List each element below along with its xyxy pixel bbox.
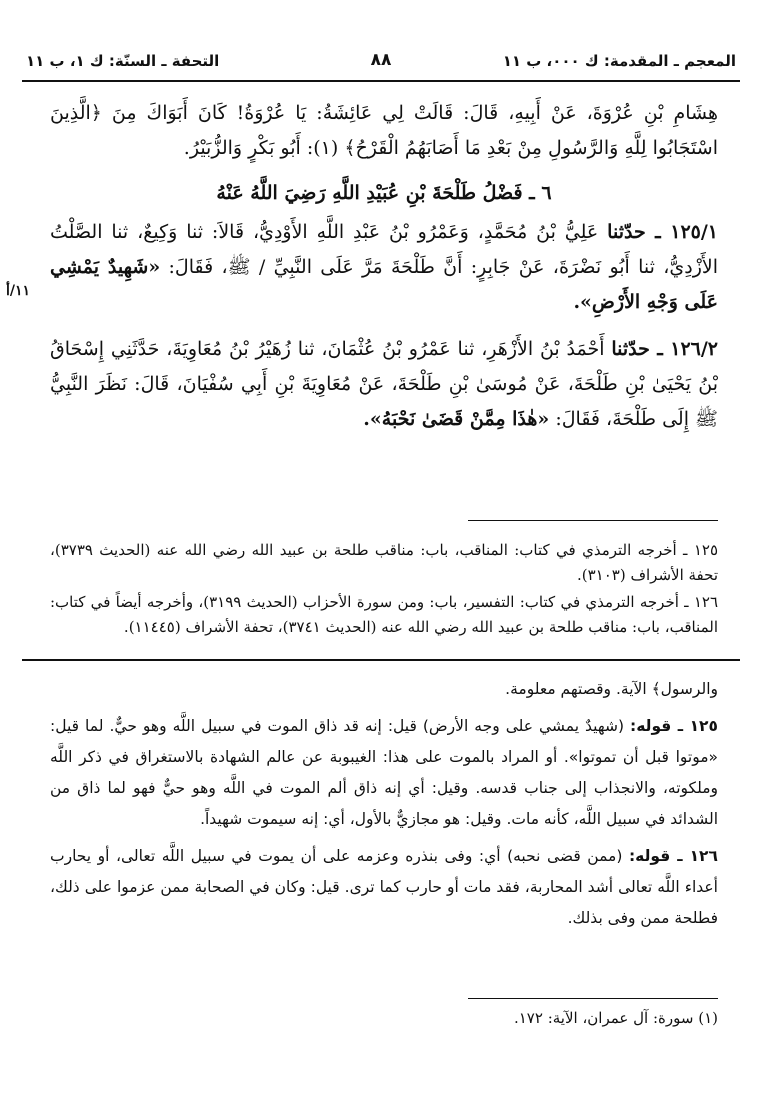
commentary-126-label: ١٢٦ ـ قوله:: [628, 847, 718, 865]
header-left-reference: التحفة ـ السنّة: ك ۱، ب ۱۱: [26, 52, 220, 70]
hadith-126-label: ١٢٦/٢ ـ حدّثنا: [611, 338, 718, 360]
margin-folio-note: ١١/أ: [6, 283, 31, 299]
commentary-intro: والرسول﴾ الآية. وقصتهم معلومة.: [505, 680, 718, 698]
hadith-125-label: ١٢٥/١ ـ حدّثنا: [607, 221, 718, 243]
commentary-125-label: ١٢٥ ـ قوله:: [630, 717, 718, 735]
hadith-126: [50, 332, 718, 437]
main-text: [50, 96, 718, 437]
footnote-1: (١) سورة: آل عمران، الآية: ١٧٢.: [513, 1009, 718, 1027]
header-right-reference: المعجم ـ المقدمة: ك ۰۰۰، ب ۱۱: [502, 52, 736, 70]
takhrij-126: ١٢٦ ـ أخرجه الترمذي في كتاب: التفسير، باب: ومن سورة الأحزاب (الحديث ٣١٩٩)، وأخرجه أيضاً في كتاب: المناقب، باب: مناقب طلحة بن عبيد الله رضي الله عنه (الحديث ٣٧٤١)، تحفة الأشراف (١١٤٤٥).: [50, 593, 718, 636]
commentary-126-text: (ممن قضى نحبه) أي: وفى بنذره وعزمه على أن يموت في سبيل اللَّه تعالى، أو يحارب أعداء اللَّه تعالى أشد المحاربة، فقد مات أو حارب كما ترى. قيل: وكان في الصحابة ممن عزموا على ذلك، فطلحة ممن وفى بذلك.: [50, 847, 718, 927]
takhrij-notes: [50, 538, 718, 642]
commentary-125-text: (شهيدٌ يمشي على وجه الأرض) قيل: إنه قد ذاق الموت في سبيل اللَّه وهو حيٌّ. لما قيل: «موتوا قبل أن تموتوا». أو المراد بالموت على هذا: الغيبوبة عن عالم الشهادة بالاستغراق في ذكر اللَّه وملكوته، والانجذاب إلى جناب قدسه. وقيل: أي إنه ذاق ألم الموت في اللَّه وهو حيٌّ فهو لما ذاق من الشدائد في سبيل اللَّه، كأنه مات. وقيل: هو مجازيٌّ بالأول، أي: إنه سيموت شهيداً.: [50, 717, 718, 828]
commentary: [50, 674, 718, 940]
hadith-125-text: عَلِيُّ بْنُ مُحَمَّدٍ، وَعَمْرُو بْنُ عَبْدِ اللَّهِ الأَوْدِيُّ، قَالاَ: ثنا وَكِيعٌ، ثنا الصَّلْتُ الأَزْدِيُّ، ثنا أَبُو نَضْرَةَ، عَنْ جَابِرٍ: أَنَّ طَلْحَةَ مَرَّ عَلَى النَّبِيِّ / ﷺ، فَقَالَ:: [50, 221, 718, 278]
hadith-125: [50, 215, 718, 320]
hadith-126-text: أَحْمَدُ بْنُ الأَزْهَرِ، ثنا عَمْرُو بْنُ عُثْمَانَ، ثنا زُهَيْرُ بْنُ مُعَاوِيَةَ، حَدَّثَنِي إِسْحَاقُ بْنُ يَحْيَىٰ بْنِ طَلْحَةَ، عَنْ مُوسَىٰ بْنِ طَلْحَةَ، عَنْ مُعَاوِيَةَ بْنِ أَبِي سُفْيَانَ، قَالَ: نَظَرَ النَّبِيُّ ﷺ إِلَى طَلْحَةَ، فَقَالَ:: [50, 338, 718, 430]
hadith-continuation: هِشَامِ بْنِ عُرْوَةَ، عَنْ أَبِيهِ، قَالَ: قَالَتْ لِي عَائِشَةُ: يَا عُرْوَةُ! كَانَ أَبَوَاكَ مِنَ ﴿الَّذِينَ اسْتَجَابُوا لِلَّهِ وَالرَّسُولِ مِنْ بَعْدِ مَا أَصَابَهُمُ الْقَرْحُ﴾ (١): أَبُو بَكْرٍ وَالزُّبَيْرُ.: [50, 102, 718, 159]
commentary-126: [50, 841, 718, 934]
commentary-rule: [22, 659, 740, 661]
commentary-125: [50, 711, 718, 835]
page-number: ۸۸: [370, 50, 392, 70]
takhrij-separator: [468, 520, 718, 521]
header-rule: [22, 80, 740, 82]
hadith-126-quote: «هٰذَا مِمَّنْ قَضَىٰ نَحْبَهُ».: [363, 408, 550, 430]
chapter-heading: ٦ ـ فَضْلُ طَلْحَةَ بْنِ عُبَيْدِ اللَّهِ رَضِيَ اللَّهُ عَنْهُ: [216, 182, 552, 204]
hadith-125-quote: «شَهِيدٌ يَمْشِي عَلَى وَجْهِ الأَرْضِ».: [50, 256, 718, 313]
running-header: [24, 50, 738, 76]
takhrij-125: ١٢٥ ـ أخرجه الترمذي في كتاب: المناقب، باب: مناقب طلحة بن عبيد الله رضي الله عنه (الحديث ٣٧٣٩)، تحفة الأشراف (٣١٠٣).: [50, 541, 718, 584]
footnote-separator: [468, 998, 718, 999]
footnotes: [50, 1006, 718, 1030]
